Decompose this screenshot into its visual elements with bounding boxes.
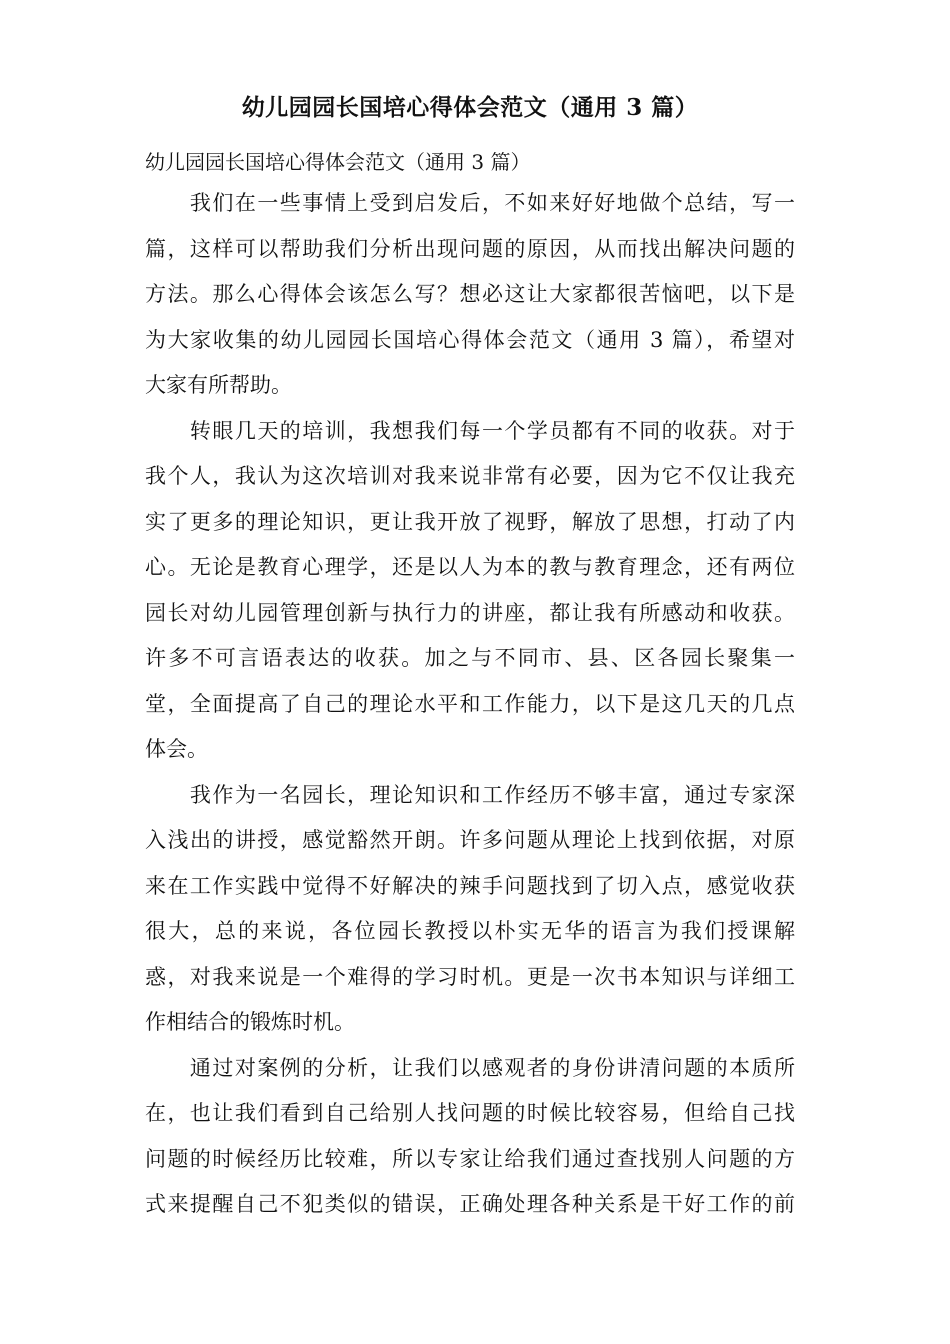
paragraph-line: 惑，对我来说是一个难得的学习时机。更是一次书本知识与详细工 <box>145 964 795 989</box>
paragraph-line: 体会。 <box>145 737 208 761</box>
paragraph-line: 堂，全面提高了自己的理论水平和工作能力，以下是这几天的几点 <box>145 691 795 716</box>
paragraph-line: 篇，这样可以帮助我们分析出现问题的原因，从而找出解决问题的 <box>145 236 795 261</box>
paragraph-line: 实了更多的理论知识，更让我开放了视野，解放了思想，打动了内 <box>145 509 795 534</box>
paragraph-line: 我们在一些事情上受到启发后，不如来好好地做个总结，写一 <box>145 191 795 215</box>
paragraph-line: 来在工作实践中觉得不好解决的辣手问题找到了切入点，感觉收获 <box>145 873 795 898</box>
paragraph-line: 问题的时候经历比较难，所以专家让给我们通过查找别人问题的方 <box>145 1146 795 1171</box>
paragraph-line: 很大，总的来说，各位园长教授以朴实无华的语言为我们授课解 <box>145 919 795 943</box>
paragraph-line: 许多不可言语表达的收获。加之与不同市、县、区各园长聚集一 <box>145 646 795 670</box>
paragraph-line: 方法。那么心得体会该怎么写？想必这让大家都很苦恼吧，以下是 <box>145 282 795 306</box>
document-title: 幼儿园园长国培心得体会范文（通用 3 篇） <box>241 94 699 121</box>
paragraph <box>145 773 795 1046</box>
paragraph-line: 式来提醒自己不犯类似的错误，正确处理各种关系是干好工作的前 <box>145 1192 795 1216</box>
paragraph-line: 心。无论是教育心理学，还是以人为本的教与教育理念，还有两位 <box>145 555 795 579</box>
paragraph-line: 作相结合的锻炼时机。 <box>145 1010 355 1034</box>
paragraph-line: 大家有所帮助。 <box>145 373 292 397</box>
paragraph-line: 通过对案例的分析，让我们以感观者的身份讲清问题的本质所 <box>145 1055 795 1080</box>
document-body <box>145 181 795 1228</box>
paragraph-line: 在，也让我们看到自己给别人找问题的时候比较容易，但给自己找 <box>145 1101 795 1125</box>
paragraph-line: 园长对幼儿园管理创新与执行力的讲座，都让我有所感动和收获。 <box>145 600 795 625</box>
paragraph <box>145 1046 795 1228</box>
paragraph <box>145 409 795 773</box>
paragraph-line: 入浅出的讲授，感觉豁然开朗。许多问题从理论上找到依据，对原 <box>145 828 795 852</box>
paragraph-line: 为大家收集的幼儿园园长国培心得体会范文（通用 3 篇），希望对 <box>145 327 795 352</box>
document-subtitle: 幼儿园园长国培心得体会范文（通用 3 篇） <box>145 150 531 174</box>
paragraph-line: 转眼几天的培训，我想我们每一个学员都有不同的收获。对于 <box>145 418 795 443</box>
paragraph-line: 我个人，我认为这次培训对我来说非常有必要，因为它不仅让我充 <box>145 464 795 488</box>
paragraph <box>145 181 795 409</box>
paragraph-line: 我作为一名园长，理论知识和工作经历不够丰富，通过专家深 <box>145 782 795 807</box>
